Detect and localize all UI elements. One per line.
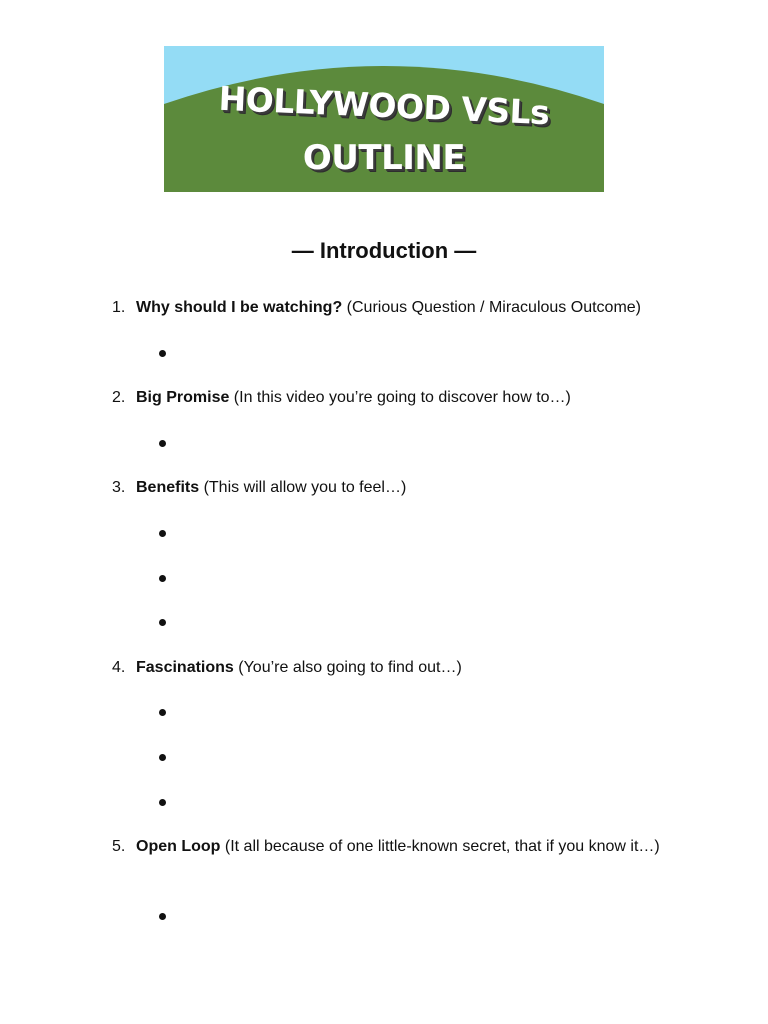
empty-bullet: [159, 350, 166, 357]
banner-title-line-1: HOLLYWOOD VSLs: [217, 78, 551, 133]
item-text: [136, 476, 668, 500]
empty-bullet: [159, 754, 166, 761]
empty-bullet: [159, 913, 166, 920]
empty-bullet: [159, 709, 166, 716]
item-title: Big Promise: [136, 389, 230, 406]
item-description: (This will allow you to feel…): [199, 479, 407, 496]
item-text: [136, 386, 668, 410]
item-description: (You’re also going to find out…): [233, 659, 462, 676]
section-heading: — Introduction —: [291, 238, 477, 263]
item-description: (In this video you’re going to discover how to…): [229, 389, 571, 406]
empty-bullet: [159, 799, 166, 806]
title-banner: [164, 46, 604, 192]
item-text: [136, 296, 668, 320]
item-description: (Curious Question / Miraculous Outcome): [342, 299, 641, 316]
item-title: Fascinations: [136, 659, 234, 676]
item-number: 3.: [112, 479, 126, 496]
item-number: 5.: [112, 838, 126, 855]
item-text: [136, 656, 668, 680]
item-title: Open Loop: [136, 838, 221, 855]
empty-bullet: [159, 575, 166, 582]
empty-bullet: [159, 619, 166, 626]
item-number: 2.: [112, 389, 126, 406]
empty-bullet: [159, 530, 166, 537]
empty-bullet: [159, 440, 166, 447]
banner-title-line-2: OUTLINE: [302, 138, 466, 178]
item-description: (It all because of one little-known secret, that if you know it…): [220, 838, 660, 855]
item-title: Why should I be watching?: [136, 299, 343, 316]
item-number: 1.: [112, 299, 126, 316]
item-number: 4.: [112, 659, 126, 676]
item-text: [136, 835, 668, 859]
item-title: Benefits: [136, 479, 200, 496]
